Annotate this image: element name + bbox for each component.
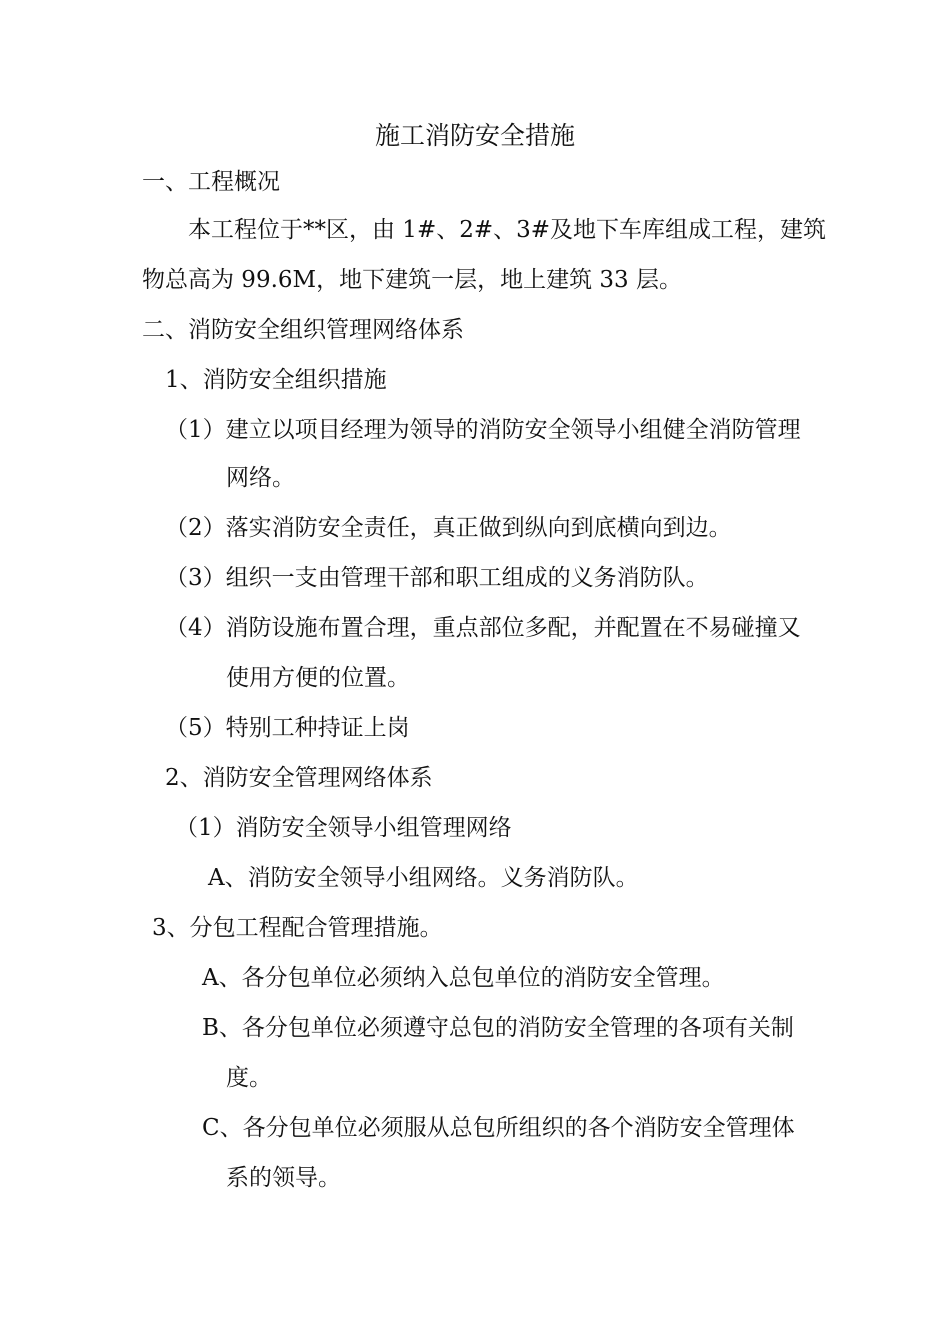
list-item-5: （5）特别工种持证上岗 bbox=[165, 715, 410, 741]
overview-paragraph-line-1: 本工程位于**区，由 1#、2#、3#及地下车库组成工程，建筑 bbox=[188, 217, 827, 243]
subsection-3-item-b-line-2: 度。 bbox=[226, 1065, 272, 1091]
list-item-4-line-1: （4）消防设施布置合理，重点部位多配，并配置在不易碰撞又 bbox=[165, 615, 801, 641]
list-item-3: （3）组织一支由管理干部和职工组成的义务消防队。 bbox=[165, 565, 709, 591]
section-2-heading: 二、消防安全组织管理网络体系 bbox=[142, 317, 464, 343]
subsection-3-item-b-line-1: B、各分包单位必须遵守总包的消防安全管理的各项有关制 bbox=[202, 1015, 794, 1041]
document-title: 施工消防安全措施 bbox=[374, 121, 575, 150]
subsection-3-item-c-line-1: C、各分包单位必须服从总包所组织的各个消防安全管理体 bbox=[202, 1115, 795, 1141]
subsection-2-item-a: A、消防安全领导小组网络。义务消防队。 bbox=[208, 865, 639, 891]
section-1-heading: 一、工程概况 bbox=[142, 169, 280, 195]
list-item-1-line-2: 网络。 bbox=[226, 465, 295, 491]
list-item-2: （2）落实消防安全责任，真正做到纵向到底横向到边。 bbox=[165, 515, 732, 541]
subsection-3-item-c-line-2: 系的领导。 bbox=[226, 1165, 341, 1191]
subsection-1-heading: 1、消防安全组织措施 bbox=[165, 367, 387, 393]
subsection-3-item-a: A、各分包单位必须纳入总包单位的消防安全管理。 bbox=[202, 965, 725, 991]
list-item-4-line-2: 使用方便的位置。 bbox=[226, 665, 410, 691]
subsection-3-heading: 3、分包工程配合管理措施。 bbox=[152, 915, 443, 941]
overview-paragraph-line-2: 物总高为 99.6M，地下建筑一层，地上建筑 33 层。 bbox=[142, 267, 682, 293]
subsection-2-item-1: （1）消防安全领导小组管理网络 bbox=[175, 815, 512, 841]
list-item-1-line-1: （1）建立以项目经理为领导的消防安全领导小组健全消防管理 bbox=[165, 417, 801, 443]
subsection-2-heading: 2、消防安全管理网络体系 bbox=[165, 765, 433, 791]
